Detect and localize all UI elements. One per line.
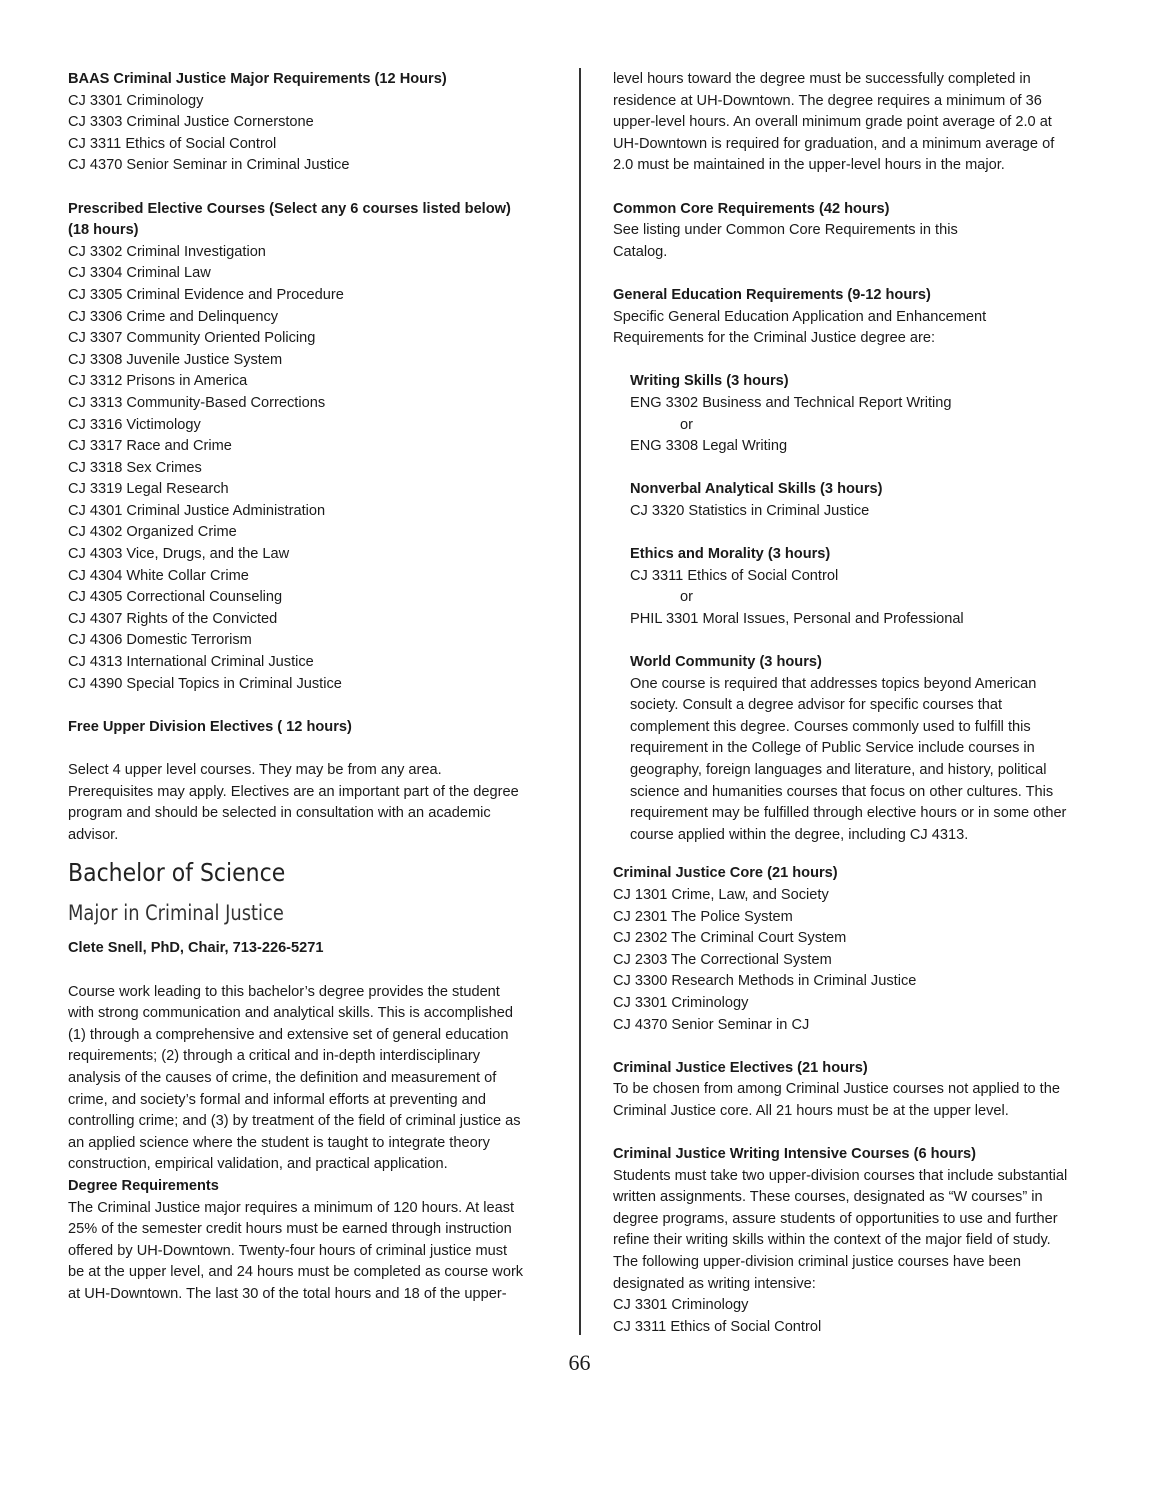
text-line: complement this degree. Courses commonly used to fulfill this [630, 718, 1031, 735]
text-line: controlling crime; and (3) by treatment of the field of criminal justice as [68, 1113, 521, 1130]
text-line: degree programs, assure students of opportunities to use and further [613, 1210, 1058, 1227]
common-core-heading: Common Core Requirements (42 hours) [613, 200, 890, 217]
text-line: CJ 4313 International Criminal Justice [68, 654, 314, 671]
text-line: 2.0 must be maintained in the upper-level hours in the major. [613, 157, 1005, 174]
text-line: science and humanities courses that focus on other cultures. This [630, 783, 1054, 800]
text-line: CJ 3301 Criminology [68, 92, 204, 109]
text-line: CJ 4390 Special Topics in Criminal Justice [68, 675, 342, 692]
text-line: advisor. [68, 826, 119, 843]
text-line: Requirements for the Criminal Justice degree are: [613, 330, 936, 347]
text-line: course applied within the degree, including CJ 4313. [630, 826, 969, 843]
text-line: One course is required that addresses topics beyond American [630, 675, 1037, 692]
text-line: designated as writing intensive: [613, 1275, 816, 1292]
text-line: CJ 3305 Criminal Evidence and Procedure [68, 286, 344, 303]
text-line: requirements; (2) through a critical and in-depth interdisciplinary [68, 1048, 481, 1065]
text-line: Prerequisites may apply. Electives are an important part of the degree [68, 783, 519, 800]
baas-course-list [68, 91, 553, 177]
writing-skills-heading: Writing Skills (3 hours) [630, 373, 789, 390]
text-line: level hours toward the degree must be successfully completed in [613, 71, 1031, 87]
gen-ed-heading: General Education Requirements (9-12 hours) [613, 286, 931, 303]
text-line: CJ 3311 Ethics of Social Control [613, 1318, 822, 1335]
text-line: CJ 3301 Criminology [613, 1297, 749, 1314]
text-line: CJ 4370 Senior Seminar in CJ [613, 1016, 810, 1033]
nonverbal-heading: Nonverbal Analytical Skills (3 hours) [630, 481, 883, 498]
text-line: at UH-Downtown. The last 30 of the total hours and 18 of the upper- [68, 1285, 507, 1302]
text-line: CJ 2303 The Correctional System [613, 951, 832, 968]
elective-heading-hours: (18 hours) [68, 222, 139, 239]
major-title: Major in Criminal Justice [68, 901, 284, 926]
gen-ed-text [613, 307, 1093, 350]
course-work-paragraph [68, 982, 553, 1176]
text-line: with strong communication and analytical skills. This is accomplished [68, 1005, 514, 1022]
text-line: CJ 4305 Correctional Counseling [68, 589, 283, 606]
writing-skills-section [613, 371, 1093, 846]
baas-heading: BAAS Criminal Justice Major Requirements (12 Hours) [68, 71, 447, 87]
writing-option-1: ENG 3302 Business and Technical Report Writing [630, 394, 952, 411]
text-line: CJ 4370 Senior Seminar in Criminal Justice [68, 157, 350, 174]
text-line: CJ 4303 Vice, Drugs, and the Law [68, 546, 290, 563]
elective-heading: Prescribed Elective Courses (Select any 6 courses listed below) [68, 200, 511, 217]
text-line: CJ 3319 Legal Research [68, 481, 229, 498]
text-line: Select 4 upper level courses. They may be from any area. [68, 762, 442, 778]
text-line: CJ 3304 Criminal Law [68, 265, 211, 282]
text-line: society. Consult a degree advisor for specific courses that [630, 697, 1003, 714]
text-line: CJ 3307 Community Oriented Policing [68, 330, 316, 347]
text-line: analysis of the causes of crime, the definition and measurement of [68, 1069, 497, 1086]
text-line: (1) through a comprehensive and extensive set of general education [68, 1026, 509, 1043]
text-line: requirement in the College of Public Service include courses in [630, 740, 1035, 757]
text-line: CJ 4301 Criminal Justice Administration [68, 502, 326, 519]
text-line: Students must take two upper-division courses that include substantial [613, 1167, 1068, 1184]
bachelor-of-science-title: Bachelor of Science [68, 858, 286, 888]
free-electives-heading: Free Upper Division Electives ( 12 hours) [68, 718, 352, 735]
or-label: or [680, 589, 693, 606]
writing-intensive-heading: Criminal Justice Writing Intensive Courses (6 hours) [613, 1146, 977, 1163]
ethics-option-2: PHIL 3301 Moral Issues, Personal and Professional [630, 610, 964, 627]
ethics-heading: Ethics and Morality (3 hours) [630, 546, 831, 563]
text-line: be at the upper level, and 24 hours must be completed as course work [68, 1264, 524, 1281]
text-line: CJ 3308 Juvenile Justice System [68, 351, 283, 368]
text-line: The following upper-division criminal justice courses have been [613, 1254, 1022, 1271]
text-line: CJ 3316 Victimology [68, 416, 201, 433]
text-line: Criminal Justice core. All 21 hours must be at the upper level. [613, 1102, 1009, 1119]
text-line: CJ 1301 Crime, Law, and Society [613, 886, 829, 903]
left-column [68, 69, 553, 1305]
text-line: CJ 3302 Criminal Investigation [68, 243, 266, 260]
world-community-heading: World Community (3 hours) [630, 654, 822, 671]
column-divider [579, 68, 581, 1335]
text-line: Catalog. [613, 243, 668, 260]
free-electives-text [68, 760, 553, 846]
text-line: CJ 2301 The Police System [613, 908, 793, 925]
world-community-text [630, 674, 1093, 847]
text-line: CJ 4307 Rights of the Convicted [68, 610, 278, 627]
cj-electives-text [613, 1079, 1093, 1122]
text-line: requirement may be fulfilled through elective hours or in some other [630, 805, 1067, 822]
text-line: upper-level hours. An overall minimum grade point average of 2.0 at [613, 114, 1052, 131]
writing-option-2: ENG 3308 Legal Writing [630, 438, 788, 455]
text-line: residence at UH-Downtown. The degree requires a minimum of 36 [613, 92, 1042, 109]
text-line: CJ 4304 White Collar Crime [68, 567, 249, 584]
text-line: CJ 3311 Ethics of Social Control [68, 135, 277, 152]
text-line: CJ 4306 Domestic Terrorism [68, 632, 252, 649]
text-line: CJ 3306 Crime and Delinquency [68, 308, 279, 325]
text-line: geography, foreign languages and literature, and history, political [630, 762, 1047, 778]
degree-requirements-paragraph [68, 1198, 553, 1306]
writing-intensive-text [613, 1166, 1093, 1296]
text-line: See listing under Common Core Requirements in this [613, 222, 958, 239]
common-core-text [613, 220, 1093, 263]
text-line: Course work leading to this bachelor’s degree provides the student [68, 983, 500, 1000]
text-line: CJ 4302 Organized Crime [68, 524, 237, 541]
right-column [613, 69, 1093, 1338]
text-line: Specific General Education Application and Enhancement [613, 308, 987, 325]
cj-electives-heading: Criminal Justice Electives (21 hours) [613, 1059, 868, 1076]
text-line: refine their writing skills within the context of the major field of study. [613, 1232, 1051, 1249]
degree-requirements-heading: Degree Requirements [68, 1177, 219, 1194]
text-line: CJ 3313 Community-Based Corrections [68, 394, 326, 411]
text-line: CJ 3300 Research Methods in Criminal Justice [613, 973, 917, 990]
writing-intensive-course-list [613, 1295, 1093, 1338]
text-line: written assignments. These courses, designated as “W courses” in [613, 1189, 1043, 1206]
cj-core-heading: Criminal Justice Core (21 hours) [613, 865, 838, 882]
page-number: 66 [568, 1350, 591, 1375]
text-line: CJ 2302 The Criminal Court System [613, 930, 847, 947]
or-label: or [680, 416, 693, 433]
text-line: CJ 3312 Prisons in America [68, 373, 248, 390]
text-line: CJ 3317 Race and Crime [68, 438, 232, 455]
text-line: CJ 3318 Sex Crimes [68, 459, 202, 476]
text-line: program and should be selected in consultation with an academic [68, 805, 491, 822]
text-line: an applied science where the student is taught to integrate theory [68, 1134, 490, 1151]
elective-course-list [68, 242, 553, 695]
text-line: UH-Downtown is required for graduation, and a minimum average of [613, 135, 1055, 152]
text-line: The Criminal Justice major requires a minimum of 120 hours. At least [68, 1199, 515, 1216]
nonverbal-course: CJ 3320 Statistics in Criminal Justice [630, 502, 870, 519]
text-line: To be chosen from among Criminal Justice courses not applied to the [613, 1081, 1060, 1098]
text-line: construction, empirical validation, and practical application. [68, 1156, 448, 1173]
text-line: CJ 3303 Criminal Justice Cornerstone [68, 114, 314, 131]
text-line: 25% of the semester credit hours must be earned through instruction [68, 1221, 512, 1238]
text-line: crime, and society’s formal and informal efforts at preventing and [68, 1091, 487, 1108]
cj-core-course-list [613, 885, 1093, 1036]
text-line: CJ 3301 Criminology [613, 994, 749, 1011]
ethics-option-1: CJ 3311 Ethics of Social Control [630, 567, 839, 584]
text-line: offered by UH-Downtown. Twenty-four hours of criminal justice must [68, 1242, 508, 1259]
continued-paragraph [613, 69, 1093, 177]
chair-info: Clete Snell, PhD, Chair, 713-226-5271 [68, 940, 324, 957]
